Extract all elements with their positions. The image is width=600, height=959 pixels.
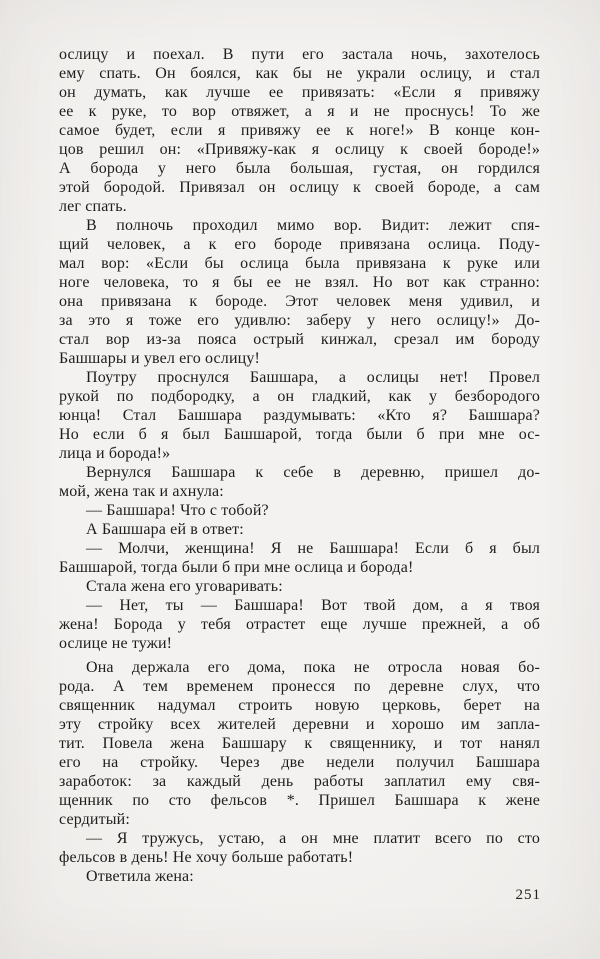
text-line: Но если б я был Башшарой, тогда были б при мне ос- — [59, 426, 540, 443]
text-line: Она держала его дома, пока не отросла новая бо- — [86, 659, 540, 676]
text-line: заработок: за каждый день работы заплатил ему свя- — [59, 773, 540, 790]
text-line: — Я тружусь, устаю, а он мне платит всего по сто — [86, 830, 540, 847]
text-line: щий человек, а к его бороде привязана ослица. Поду- — [59, 236, 540, 253]
text-line: стал вор из-за пояса острый кинжал, срезал им бороду — [59, 331, 540, 348]
paragraph — [59, 501, 540, 520]
text-line: эту стройку всех жителей деревни и хорошо им запла- — [59, 716, 540, 733]
text-line: сердитый: — [59, 811, 130, 828]
text-line: А Башшара ей в ответ: — [86, 521, 244, 538]
paragraph — [59, 216, 540, 368]
text-line: мой, жена так и ахнула: — [59, 483, 224, 500]
paragraph — [59, 520, 540, 539]
text-line: ее к руке, то вор отвяжет, а я и не проснусь! То же — [59, 103, 540, 120]
text-line: Башшарой, тогда были б при мне ослица и борода! — [59, 559, 414, 576]
text-line: — Башшара! Что с тобой? — [86, 502, 269, 519]
text-line: мал вор: «Если бы ослица была привязана к руке или — [59, 255, 540, 272]
text-line: она привязана к бороде. Этот человек меня удивил, и — [59, 293, 540, 310]
text-line: Стала жена его уговаривать: — [86, 578, 283, 595]
text-line: Башшары и увел его ослицу! — [59, 350, 260, 367]
page-text — [59, 45, 540, 886]
paragraph — [59, 368, 540, 463]
text-line: В полночь проходил мимо вор. Видит: лежит спя- — [86, 217, 540, 234]
text-line: цов решил он: «Привяжу-как я ослицу к своей бороде!» — [59, 141, 540, 158]
text-line: за это я тоже его удивлю: заберу у него ослицу!» До- — [59, 312, 540, 329]
paragraph — [59, 539, 540, 577]
text-line: лег спать. — [59, 198, 127, 215]
paragraph — [59, 45, 540, 216]
paragraph — [59, 658, 540, 829]
paragraph — [59, 829, 540, 867]
text-line: тит. Повела жена Башшару к священнику, и тот нанял — [59, 735, 540, 752]
text-line: фельсов в день! Не хочу больше работать! — [59, 849, 354, 866]
text-line: священник надумал строить новую церковь, берет на — [59, 697, 540, 714]
text-line: — Молчи, женщина! Я не Башшара! Если б я был — [86, 540, 540, 557]
text-line: его на стройку. Через две недели получил Башшара — [59, 754, 540, 771]
text-line: самое будет, если я привяжу ее к ноге!» В конце кон- — [59, 122, 540, 139]
paragraph — [59, 596, 540, 653]
text-line: этой бородой. Привязал он ослицу к своей бороде, а сам — [59, 179, 540, 196]
page-number: 251 — [515, 887, 541, 903]
text-line: щенник по сто фельсов *. Пришел Башшара к жене — [59, 792, 540, 809]
paragraph — [59, 463, 540, 501]
text-line: А борода у него была большая, густая, он гордился — [59, 160, 540, 177]
text-line: лица и борода!» — [59, 445, 171, 462]
text-line: Ответила жена: — [86, 868, 194, 885]
text-line: жена! Борода у тебя отрастет еще лучше прежней, а об — [59, 616, 540, 633]
paragraph — [59, 577, 540, 596]
paragraph — [59, 867, 540, 886]
text-line: рукой по подбородку, а он гладкий, как у безбородого — [59, 388, 540, 405]
text-line: он думать, как лучше ее привязать: «Если я привяжу — [59, 84, 540, 101]
text-line: ослицу и поехал. В пути его застала ночь, захотелось — [59, 46, 540, 63]
text-line: ослице не тужи! — [59, 635, 173, 652]
text-line: Вернулся Башшара к себе в деревню, пришел до- — [86, 464, 540, 481]
text-line: ноге человека, то я бы ее не взял. Но вот как странно: — [59, 274, 540, 291]
text-line: ему спать. Он боялся, как бы не украли ослицу, и стал — [59, 65, 540, 82]
text-line: юнца! Стал Башшара раздумывать: «Кто я? Башшара? — [59, 407, 540, 424]
text-line: Поутру проснулся Башшара, а ослицы нет! Провел — [86, 369, 540, 386]
text-line: рода. А тем временем пронесся по деревне слух, что — [59, 678, 540, 695]
text-line: — Нет, ты — Башшара! Вот твой дом, а я твоя — [86, 597, 540, 614]
